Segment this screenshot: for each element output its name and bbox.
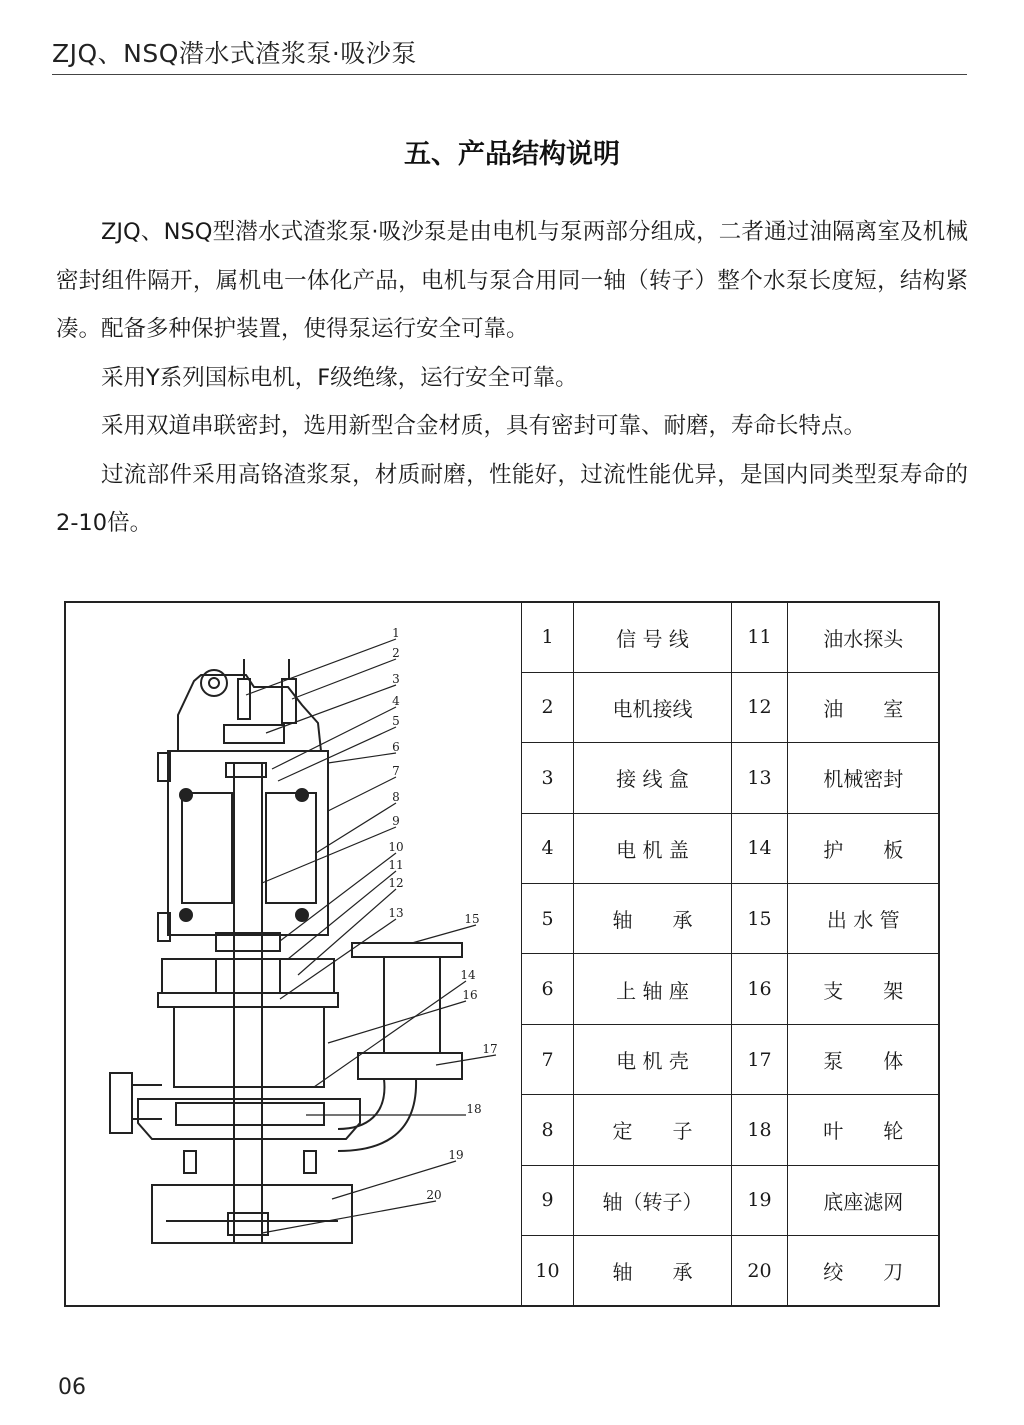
- part-name: 支 架: [788, 954, 939, 1024]
- part-number: 8: [522, 1095, 574, 1165]
- callout-14: 14: [460, 968, 476, 982]
- table-row: [522, 1024, 939, 1094]
- callout-10: 10: [388, 840, 404, 854]
- part-name: 出 水 管: [788, 884, 939, 954]
- part-number: 2: [522, 672, 574, 742]
- callout-6: 6: [392, 740, 400, 754]
- table-row: [522, 1165, 939, 1235]
- part-number: 6: [522, 954, 574, 1024]
- paragraph-wear-parts: 过流部件采用高铬渣浆泵，材质耐磨，性能好，过流性能优异，是国内同类型泵寿命的2-10倍。: [56, 461, 968, 536]
- part-name: 电 机 壳: [574, 1024, 732, 1094]
- part-number: 7: [522, 1024, 574, 1094]
- callout-9: 9: [392, 814, 400, 828]
- part-number: 9: [522, 1165, 574, 1235]
- part-number: 1: [522, 603, 574, 672]
- callout-4: 4: [392, 694, 400, 708]
- part-number: 11: [732, 603, 788, 672]
- table-row: [522, 603, 939, 672]
- callout-1: 1: [392, 626, 400, 640]
- part-name: 上 轴 座: [574, 954, 732, 1024]
- part-name: 油 室: [788, 672, 939, 742]
- callout-15: 15: [464, 912, 480, 926]
- part-number: 4: [522, 813, 574, 883]
- part-number: 10: [522, 1236, 574, 1305]
- callout-7: 7: [392, 764, 400, 778]
- body-text: [56, 208, 968, 548]
- callout-18: 18: [466, 1102, 482, 1116]
- part-number: 15: [732, 884, 788, 954]
- part-name: 定 子: [574, 1095, 732, 1165]
- pump-cross-section-drawing: [66, 603, 522, 1305]
- part-name: 轴 承: [574, 1236, 732, 1305]
- part-name: 绞 刀: [788, 1236, 939, 1305]
- section-title: 五、产品结构说明: [404, 139, 620, 170]
- part-number: 13: [732, 743, 788, 813]
- part-name: 电 机 盖: [574, 813, 732, 883]
- part-name: 底座滤网: [788, 1165, 939, 1235]
- paragraph-motor: 采用Y系列国标电机，F级绝缘，运行安全可靠。: [101, 364, 578, 391]
- part-name: 叶 轮: [788, 1095, 939, 1165]
- part-number: 17: [732, 1024, 788, 1094]
- part-number: 12: [732, 672, 788, 742]
- running-header-title: ZJQ、NSQ潜水式渣浆泵·吸沙泵: [52, 39, 417, 68]
- callout-19: 19: [448, 1148, 464, 1162]
- part-number: 14: [732, 813, 788, 883]
- part-number: 20: [732, 1236, 788, 1305]
- table-row: [522, 884, 939, 954]
- part-number: 5: [522, 884, 574, 954]
- callout-11: 11: [388, 858, 404, 872]
- part-number: 18: [732, 1095, 788, 1165]
- part-name: 电机接线: [574, 672, 732, 742]
- part-name: 泵 体: [788, 1024, 939, 1094]
- part-number: 16: [732, 954, 788, 1024]
- callout-8: 8: [392, 790, 400, 804]
- part-name: 轴（转子）: [574, 1165, 732, 1235]
- table-row: [522, 1095, 939, 1165]
- part-name: 接 线 盒: [574, 743, 732, 813]
- paragraph-structure: ZJQ、NSQ型潜水式渣浆泵·吸沙泵是由电机与泵两部分组成，二者通过油隔离室及机械密封组件隔开，属机电一体化产品，电机与泵合用同一轴（转子）整个水泵长度短，结构紧凑。配备多种保护装置，使得泵运行安全可靠。: [56, 219, 968, 342]
- callout-5: 5: [392, 714, 400, 728]
- callout-20: 20: [426, 1188, 442, 1202]
- paragraph-seal: 采用双道串联密封，选用新型合金材质，具有密封可靠、耐磨，寿命长特点。: [101, 413, 867, 439]
- table-row: [522, 813, 939, 883]
- part-number: 19: [732, 1165, 788, 1235]
- parts-list-table: [521, 603, 939, 1305]
- callout-2: 2: [392, 646, 400, 660]
- part-name: 机械密封: [788, 743, 939, 813]
- part-name: 信 号 线: [574, 603, 732, 672]
- table-row: [522, 672, 939, 742]
- page-number: 06: [58, 1375, 86, 1400]
- callout-13: 13: [388, 906, 404, 920]
- part-name: 油水探头: [788, 603, 939, 672]
- callout-12: 12: [388, 876, 404, 890]
- callout-17: 17: [482, 1042, 498, 1056]
- part-number: 3: [522, 743, 574, 813]
- part-name: 轴 承: [574, 884, 732, 954]
- table-row: [522, 743, 939, 813]
- part-name: 护 板: [788, 813, 939, 883]
- structure-figure: [64, 601, 940, 1307]
- header-rule: [52, 74, 967, 75]
- table-row: [522, 1236, 939, 1305]
- callout-16: 16: [462, 988, 478, 1002]
- callout-3: 3: [392, 672, 400, 686]
- table-row: [522, 954, 939, 1024]
